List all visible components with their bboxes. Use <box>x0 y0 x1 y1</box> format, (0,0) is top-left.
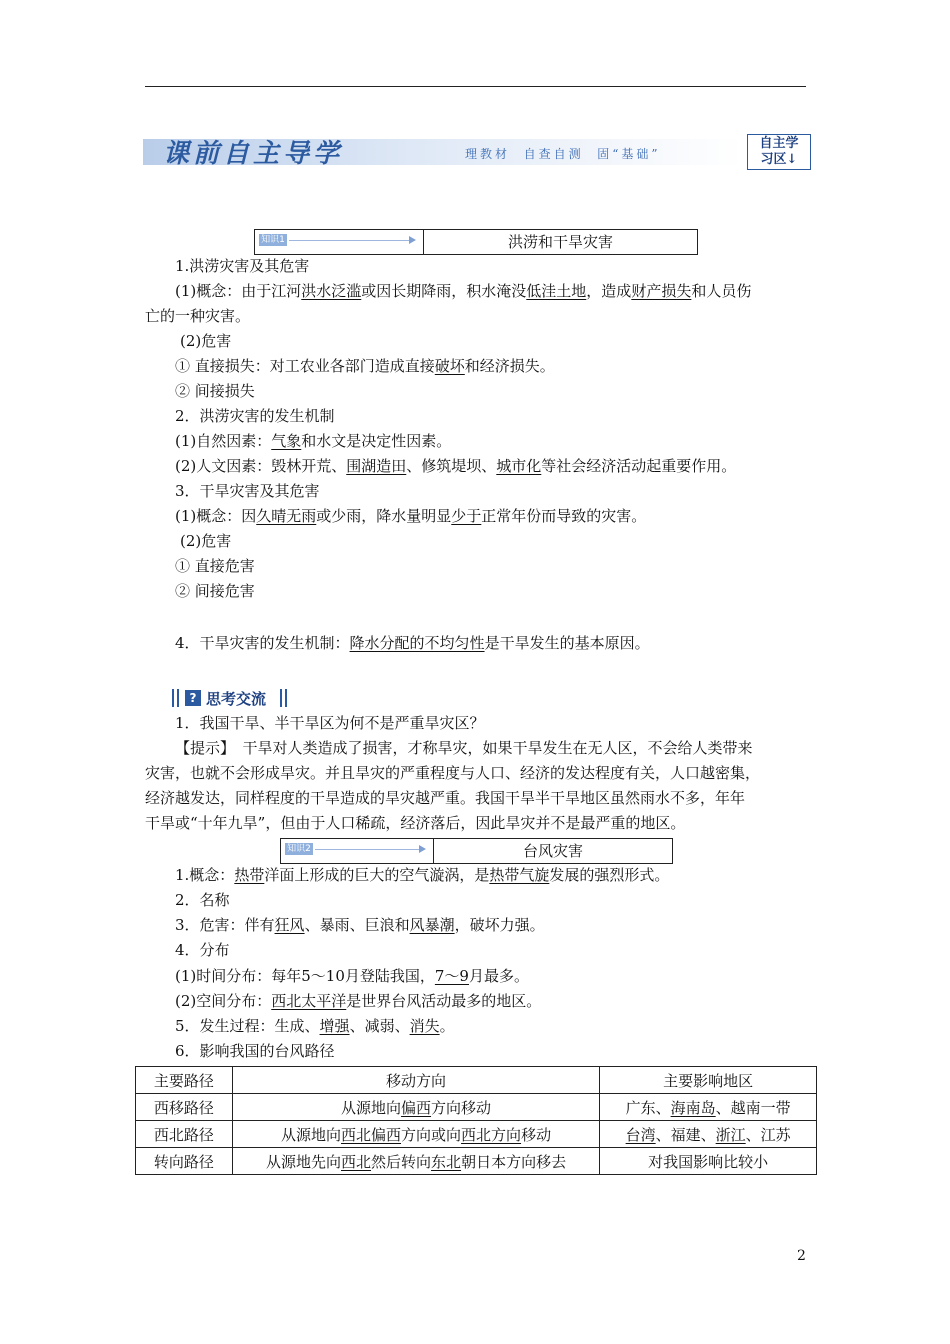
text-segment: 3．干旱灾害及其危害 <box>175 482 320 500</box>
text-segment: 朝日本方向移去 <box>461 1152 567 1171</box>
text-segment: 干旱或“十年九旱”，但由于人口稀疏，经济落后，因此旱灾并不是最严重的地区。 <box>145 814 686 832</box>
text-segment: 5．发生过程：生成、 <box>175 1017 320 1035</box>
think-line <box>145 763 760 783</box>
fill-in-answer: 西北 <box>341 1152 372 1171</box>
text-segment: 或因长期降雨，积水淹没 <box>361 282 527 300</box>
text-segment: 方向或向 <box>401 1125 462 1144</box>
fill-in-answer: 7～9 <box>434 967 469 985</box>
text-segment: 月最多。 <box>468 967 529 985</box>
fill-in-answer: 少于 <box>451 507 482 525</box>
fill-in-answer: 台湾 <box>625 1125 656 1144</box>
text-segment: 经济越发达，同样程度的干旱造成的旱灾越严重。我国干旱半干旱地区虽然雨水不多，年年 <box>145 789 746 807</box>
section2-line <box>175 890 230 910</box>
text-segment: 正常年份而导致的灾害。 <box>481 507 647 525</box>
section2-line <box>175 1016 455 1036</box>
section1-line <box>180 331 231 351</box>
text-segment: 1.概念： <box>175 866 235 884</box>
think-bar-left <box>172 689 174 707</box>
table-row <box>136 1121 817 1148</box>
text-segment: 2．名称 <box>175 891 230 909</box>
section1-line <box>175 431 451 451</box>
text-segment: (1)时间分布：每年5～10月登陆我国， <box>175 967 435 985</box>
section2-line <box>175 966 529 986</box>
fill-in-answer: 洪水泛滥 <box>301 282 362 300</box>
text-segment: 。 <box>439 1017 455 1035</box>
table-cell <box>232 1121 600 1148</box>
fill-in-answer: 东北 <box>431 1152 462 1171</box>
text-segment: 或少雨，降水量明显 <box>316 507 452 525</box>
fill-in-answer: 城市化 <box>496 457 542 475</box>
fill-in-answer: 海南岛 <box>670 1098 716 1117</box>
text-segment: 亡的一种灾害。 <box>145 307 251 325</box>
text-segment: ② 间接危害 <box>175 582 255 600</box>
fill-in-answer: 财产损失 <box>631 282 692 300</box>
table-cell <box>600 1094 817 1121</box>
think-line <box>145 813 685 833</box>
table-body <box>136 1067 817 1175</box>
text-segment: 和经济损失。 <box>464 357 555 375</box>
text-segment: (2)空间分布： <box>175 992 272 1010</box>
section1-line <box>145 306 250 326</box>
table-header-row <box>136 1067 817 1094</box>
knowledge-header-2 <box>280 838 673 864</box>
text-segment: (2)危害 <box>180 332 232 350</box>
arrow-line-icon <box>315 849 419 850</box>
think-bar-right2 <box>285 689 287 707</box>
table-row <box>136 1094 817 1121</box>
text-segment: 方向移动 <box>431 1098 492 1117</box>
section2-line <box>175 1041 335 1061</box>
text-segment: 2．洪涝灾害的发生机制 <box>175 407 335 425</box>
text-segment: 移动 <box>521 1125 552 1144</box>
knowledge-title: 台风灾害 <box>522 842 583 860</box>
section1-line <box>175 481 320 501</box>
text-segment: 灾害，也就不会形成旱灾。并且旱灾的严重程度与人口、经济的发达程度有关，人口越密集， <box>145 764 761 782</box>
knowledge-title: 洪涝和干旱灾害 <box>507 233 613 251</box>
think-exchange-label: 思考交流 <box>206 690 267 708</box>
text-segment: 从源地向 <box>341 1098 402 1117</box>
section1-line <box>175 356 555 376</box>
text-segment: 等社会经济活动起重要作用。 <box>541 457 737 475</box>
header-rule <box>145 86 806 87</box>
section1-line <box>175 506 646 526</box>
knowledge-tag: 知识2 <box>285 843 313 855</box>
text-segment: 3．危害：伴有 <box>175 916 275 934</box>
table-header-cell: 主要影响地区 <box>600 1067 817 1094</box>
banner-box <box>747 134 811 170</box>
section2-line <box>175 940 230 960</box>
banner-box-line1: 自主学 <box>759 136 799 151</box>
section1-line <box>175 406 335 426</box>
arrow-head-icon <box>419 845 426 853</box>
text-segment: 、越南一带 <box>715 1098 791 1117</box>
typhoon-routes-table <box>135 1066 817 1175</box>
fill-in-answer: 降水分配的不均匀性 <box>349 634 485 652</box>
section1-line <box>175 633 650 653</box>
knowledge-tag-cell <box>254 229 424 255</box>
table-cell <box>232 1148 600 1175</box>
think-bar-right <box>280 689 282 707</box>
text-segment: 西移路径 <box>153 1098 214 1117</box>
knowledge-header-1 <box>254 229 698 255</box>
fill-in-answer: 风暴潮 <box>409 916 455 934</box>
knowledge-tag-cell <box>280 838 434 864</box>
fill-in-answer: 围湖造田 <box>346 457 407 475</box>
fill-in-answer: 偏西 <box>401 1098 432 1117</box>
table-cell <box>136 1094 233 1121</box>
text-segment: ① 直接损失：对工农业各部门造成直接 <box>175 357 435 375</box>
text-segment: ，造成 <box>586 282 632 300</box>
section1-line <box>175 281 751 301</box>
text-segment: ，破坏力强。 <box>454 916 545 934</box>
fill-in-answer: 西北太平洋 <box>271 992 347 1010</box>
fill-in-answer: 西北方向 <box>461 1125 522 1144</box>
text-segment: 从源地先向 <box>266 1152 342 1171</box>
section1-line <box>175 456 736 476</box>
table-header-cell: 移动方向 <box>232 1067 600 1094</box>
banner-subtitle: 理教材 自查自测 固“基础” <box>465 147 661 161</box>
fill-in-answer: 气象 <box>271 432 302 450</box>
table-cell <box>232 1094 600 1121</box>
banner-box-line2: 习区 <box>760 152 787 167</box>
text-segment: 、福建、 <box>655 1125 716 1144</box>
table-header-cell: 主要路径 <box>136 1067 233 1094</box>
page-number: 2 <box>797 1248 806 1264</box>
think-line <box>175 738 753 758</box>
text-segment: 1.洪涝灾害及其危害 <box>175 257 310 275</box>
text-segment: 【提示】 干旱对人类造成了损害，才称旱灾，如果干旱发生在无人区，不会给人类带来 <box>175 739 753 757</box>
text-segment: 从源地向 <box>281 1125 342 1144</box>
text-segment: 4．分布 <box>175 941 230 959</box>
text-segment: 洋面上形成的巨大的空气漩涡，是 <box>264 866 490 884</box>
text-segment: 、暴雨、巨浪和 <box>304 916 410 934</box>
table-row <box>136 1148 817 1175</box>
fill-in-answer: 破坏 <box>434 357 465 375</box>
section-banner <box>143 133 813 171</box>
knowledge-tag: 知识1 <box>259 234 287 246</box>
think-bar-left2 <box>177 689 179 707</box>
fill-in-answer: 久晴无雨 <box>256 507 317 525</box>
fill-in-answer: 低洼土地 <box>526 282 587 300</box>
table-cell <box>600 1148 817 1175</box>
text-segment: 、江苏 <box>745 1125 791 1144</box>
text-segment: ② 间接损失 <box>175 382 255 400</box>
text-segment: 广东、 <box>625 1098 671 1117</box>
knowledge-title-cell <box>433 838 673 864</box>
text-segment: 、减弱、 <box>349 1017 410 1035</box>
fill-in-answer: 浙江 <box>715 1125 746 1144</box>
table-cell <box>136 1148 233 1175</box>
fill-in-answer: 热带 <box>234 866 265 884</box>
text-segment: ① 直接危害 <box>175 557 255 575</box>
section1-line <box>180 531 231 551</box>
text-segment: 和人员伤 <box>691 282 752 300</box>
fill-in-answer: 狂风 <box>274 916 305 934</box>
text-segment: 6．影响我国的台风路径 <box>175 1042 335 1060</box>
knowledge-title-cell <box>423 229 698 255</box>
banner-title: 课前自主导学 <box>163 139 344 169</box>
text-segment: 是世界台风活动最多的地区。 <box>346 992 542 1010</box>
text-segment: (2)人文因素：毁林开荒、 <box>175 457 347 475</box>
section1-line <box>175 381 255 401</box>
section2-line <box>175 865 669 885</box>
section1-line <box>175 256 309 276</box>
text-segment: (1)概念：因 <box>175 507 257 525</box>
text-segment: (1)自然因素： <box>175 432 272 450</box>
text-segment: 1．我国干旱、半干旱区为何不是严重旱灾区？ <box>175 714 485 732</box>
text-segment: 发展的强烈形式。 <box>549 866 670 884</box>
section2-line <box>175 915 545 935</box>
text-segment: (2)危害 <box>180 532 232 550</box>
think-line <box>175 713 485 733</box>
arrow-line-icon <box>289 240 409 241</box>
text-segment: 西北路径 <box>153 1125 214 1144</box>
fill-in-answer: 西北偏西 <box>341 1125 402 1144</box>
question-icon: ? <box>185 690 201 706</box>
text-segment: 是干旱发生的基本原因。 <box>484 634 650 652</box>
fill-in-answer: 热带气旋 <box>489 866 550 884</box>
table-cell <box>136 1121 233 1148</box>
section2-line <box>175 991 541 1011</box>
text-segment: 4．干旱灾害的发生机制： <box>175 634 350 652</box>
text-segment: 和水文是决定性因素。 <box>301 432 452 450</box>
arrow-head-icon <box>409 236 416 244</box>
text-segment: 转向路径 <box>153 1152 214 1171</box>
table-cell <box>600 1121 817 1148</box>
fill-in-answer: 增强 <box>319 1017 350 1035</box>
down-arrow-icon: ↓ <box>786 152 798 167</box>
text-segment: (1)概念：由于江河 <box>175 282 302 300</box>
section1-line <box>175 556 255 576</box>
fill-in-answer: 消失 <box>409 1017 440 1035</box>
text-segment: 对我国影响比较小 <box>648 1152 769 1171</box>
text-segment: 、修筑堤坝、 <box>406 457 497 475</box>
think-line <box>145 788 745 808</box>
text-segment: 然后转向 <box>371 1152 432 1171</box>
section1-line <box>175 581 255 601</box>
